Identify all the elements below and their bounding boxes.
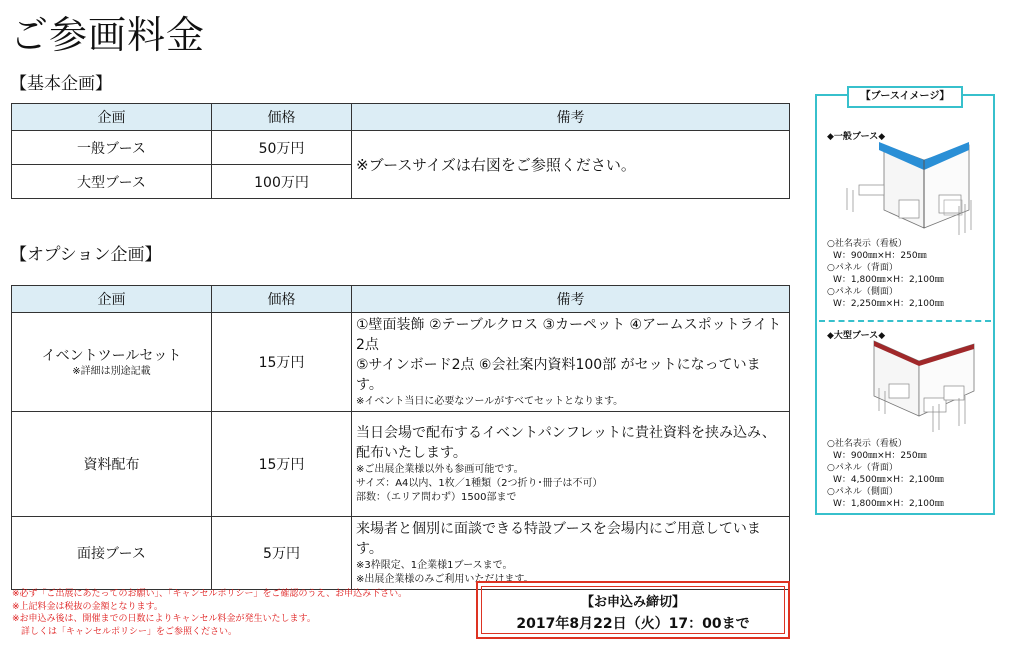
plan-name: 面接ブース (12, 517, 212, 590)
panel-divider (819, 320, 991, 322)
general-booth-illustration (839, 140, 989, 240)
spec-line: ○社名表示（看板） (827, 439, 907, 449)
deadline-label: 【お申込み締切】 (580, 595, 685, 610)
plan-note-cell (352, 517, 790, 590)
note-line: ⑤サインボード2点 ⑥会社案内資料100部 がセットになっています。 (356, 357, 761, 393)
header-notes: 備考 (352, 286, 790, 313)
table-row (12, 517, 790, 590)
plan-price: 50万円 (212, 131, 352, 165)
plan-name: イベントツールセット (41, 348, 182, 364)
header-price: 価格 (212, 286, 352, 313)
deadline-date: 2017年8月22日（火）17：00まで (516, 616, 750, 632)
footnote: ※上記料金は税抜の金額となります。 (12, 601, 163, 612)
plan-name-cell (12, 313, 212, 412)
footnote: ※必ず「ご出展にあたってのお願い」、「キャンセルポリシー」をご確認のうえ、お申込み下さい。 (12, 589, 408, 599)
plan-price: 5万円 (212, 517, 352, 590)
spec-line: W：1,800㎜×H：2,100㎜ (833, 499, 944, 509)
large-booth-specs (827, 438, 944, 510)
table-header-row (12, 286, 790, 313)
header-price: 価格 (212, 104, 352, 131)
spec-line: W：900㎜×H：250㎜ (833, 451, 927, 461)
deadline-box (476, 581, 790, 639)
plan-price: 15万円 (212, 313, 352, 412)
note-small: ※ご出展企業様以外も参画可能です。 (356, 464, 524, 475)
footnotes (12, 588, 407, 638)
basic-plan-table (11, 103, 790, 199)
large-booth-label: ◆大型ブース◆ (827, 331, 886, 341)
note-small: 部数：（エリア問わず）1500部まで (356, 492, 517, 503)
plan-name: 大型ブース (12, 165, 212, 199)
spec-line: ○パネル（側面） (827, 487, 898, 497)
note-line: 来場者と個別に面談できる特設ブースを会場内にご用意しています。 (356, 521, 761, 557)
page-title: ご参画料金 (10, 13, 206, 57)
spec-line: W：4,500㎜×H：2,100㎜ (833, 475, 944, 485)
basic-plan-heading: 【基本企画】 (10, 74, 112, 94)
note-small: ※出展企業様のみご利用いただけます。 (356, 574, 534, 585)
plan-subnote: ※詳細は別途記載 (72, 366, 151, 377)
table-header-row (12, 104, 790, 131)
footnote: 詳しくは「キャンセルポリシー」をご参照ください。 (12, 626, 238, 637)
general-booth-specs (827, 238, 944, 310)
deadline-inner-border (481, 586, 785, 634)
spec-line: ○パネル（背面） (827, 263, 898, 273)
spec-line: W：900㎜×H：250㎜ (833, 251, 927, 261)
note-small: サイズ：A4以内、1枚／1種類（2つ折り･冊子は不可） (356, 478, 603, 489)
note-line: ①壁面装飾 ②テーブルクロス ③カーペット ④アームスポットライト2点 (356, 317, 782, 353)
large-booth-illustration (849, 336, 989, 436)
plan-name: 資料配布 (12, 412, 212, 517)
spec-line: ○パネル（側面） (827, 287, 898, 297)
header-plan: 企画 (12, 104, 212, 131)
header-notes: 備考 (352, 104, 790, 131)
table-row (12, 412, 790, 517)
plan-price: 100万円 (212, 165, 352, 199)
note-small: ※3枠限定、1企業様1ブースまで。 (356, 560, 513, 571)
plan-note-cell (352, 313, 790, 412)
plan-price: 15万円 (212, 412, 352, 517)
option-plan-heading: 【オプション企画】 (10, 245, 162, 265)
note-small: ※イベント当日に必要なツールがすべてセットとなります。 (356, 396, 624, 407)
spec-line: W：2,250㎜×H：2,100㎜ (833, 299, 944, 309)
note-line: 配布いたします。 (356, 445, 467, 461)
general-booth-label: ◆一般ブース◆ (827, 132, 886, 142)
option-plan-table (11, 285, 790, 590)
note-line: 当日会場で配布するイベントパンフレットに貴社資料を挟み込み、 (356, 425, 776, 441)
plan-note: ※ブースサイズは右図をご参照ください。 (352, 131, 790, 199)
spec-line: ○パネル（背面） (827, 463, 898, 473)
plan-note-cell (352, 412, 790, 517)
booth-image-panel (815, 91, 995, 515)
footnote: ※お申込み後は、開催までの日数によりキャンセル料金が発生いたします。 (12, 614, 316, 624)
spec-line: W：1,800㎜×H：2,100㎜ (833, 275, 944, 285)
header-plan: 企画 (12, 286, 212, 313)
table-row (12, 131, 790, 165)
plan-name: 一般ブース (12, 131, 212, 165)
spec-line: ○社名表示（看板） (827, 239, 907, 249)
table-row (12, 313, 790, 412)
booth-image-title: 【ブースイメージ】 (847, 86, 963, 108)
